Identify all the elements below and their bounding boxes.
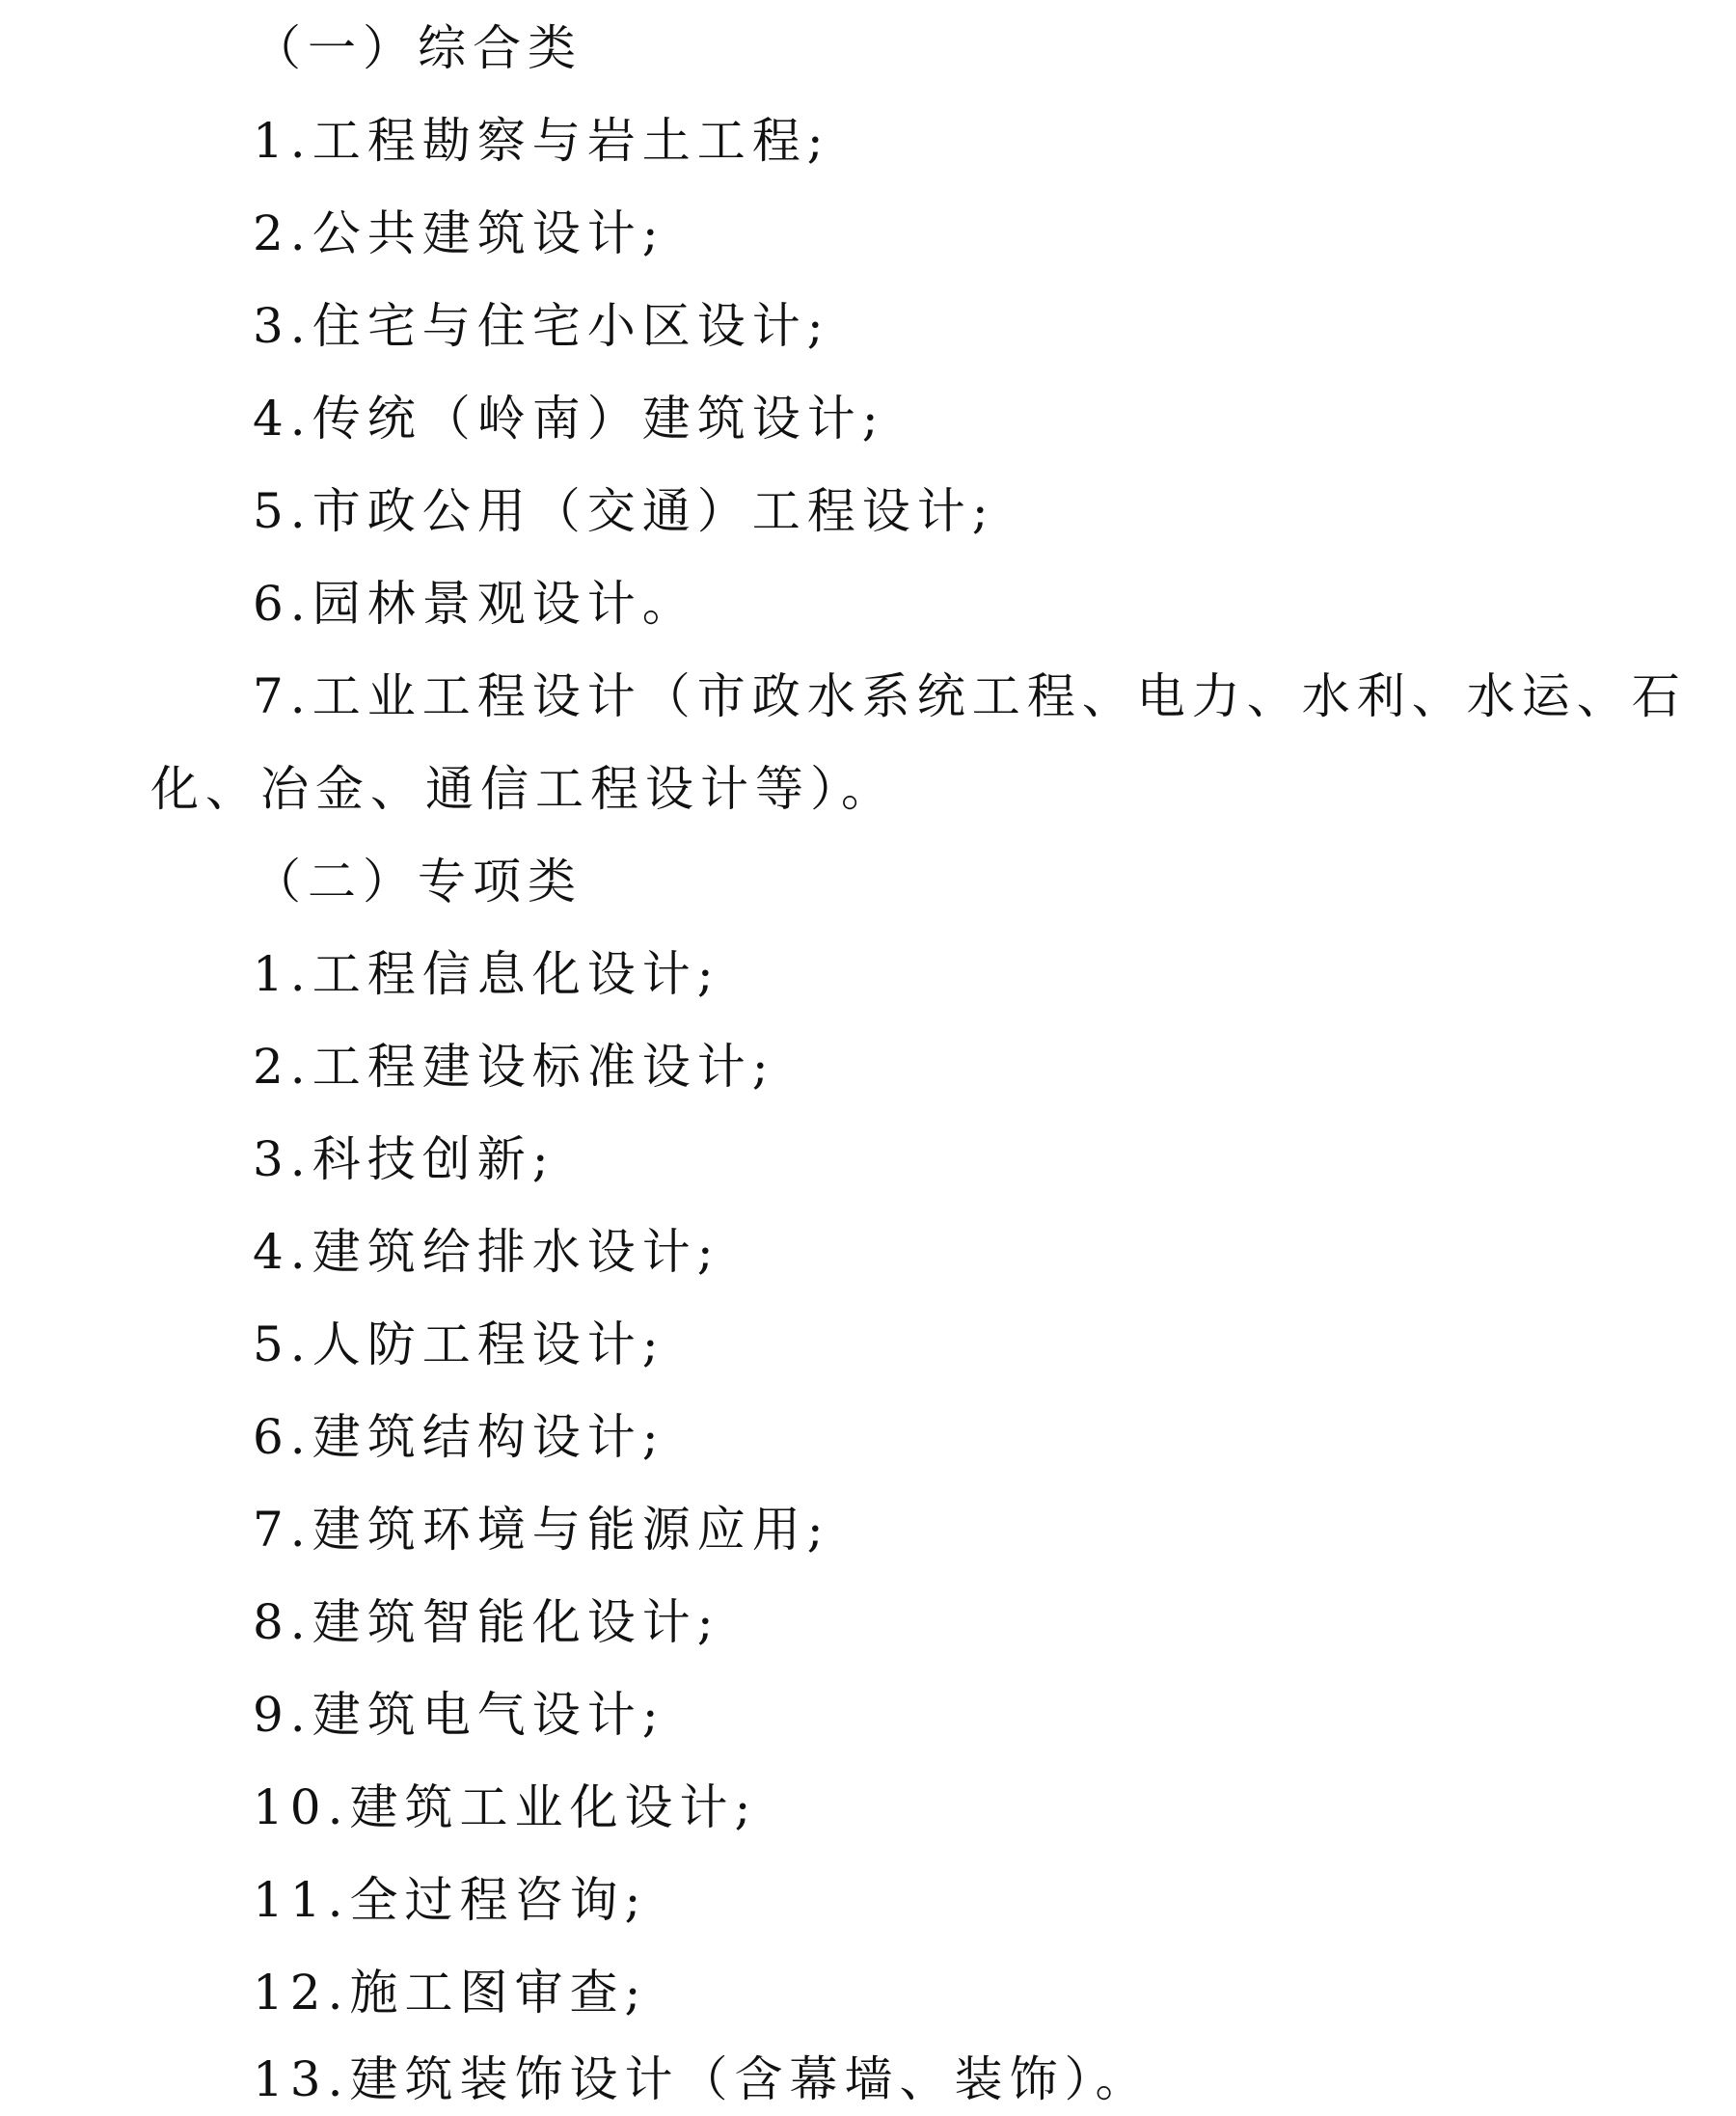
list-item: 11.全过程咨询; [253, 1872, 648, 1928]
list-item: 6.园林景观设计。 [253, 576, 697, 632]
list-item: 10.建筑工业化设计; [253, 1779, 758, 1835]
list-item: 13.建筑装饰设计（含幕墙、装饰）。 [253, 2051, 1151, 2107]
list-item: 3.住宅与住宅小区设计; [253, 298, 830, 354]
list-item: 9.建筑电气设计; [253, 1687, 665, 1743]
list-item: 2.公共建筑设计; [253, 205, 665, 261]
list-item: 12.施工图审查; [253, 1965, 648, 2021]
list-item-industrial-line-1: 7.工业工程设计（市政水系统工程、电力、水利、水运、石 [253, 668, 1687, 724]
list-item: 3.科技创新; [253, 1131, 556, 1187]
list-item: 5.市政公用（交通）工程设计; [253, 483, 995, 539]
list-item-industrial-line-2: 化、冶金、通信工程设计等）。 [150, 761, 896, 817]
list-item: 7.建筑环境与能源应用; [253, 1502, 830, 1558]
list-item: 5.人防工程设计; [253, 1316, 665, 1372]
list-item: 2.工程建设标准设计; [253, 1039, 775, 1095]
list-item: 1.工程信息化设计; [253, 946, 720, 1002]
list-item: 4.建筑给排水设计; [253, 1224, 720, 1280]
list-item: 8.建筑智能化设计; [253, 1594, 720, 1650]
list-item: 4.传统（岭南）建筑设计; [253, 391, 885, 447]
list-item: 1.工程勘察与岩土工程; [253, 113, 830, 169]
section-heading-special: （二）专项类 [253, 854, 583, 909]
list-item: 6.建筑结构设计; [253, 1409, 665, 1465]
section-heading-comprehensive: （一）综合类 [253, 20, 583, 76]
